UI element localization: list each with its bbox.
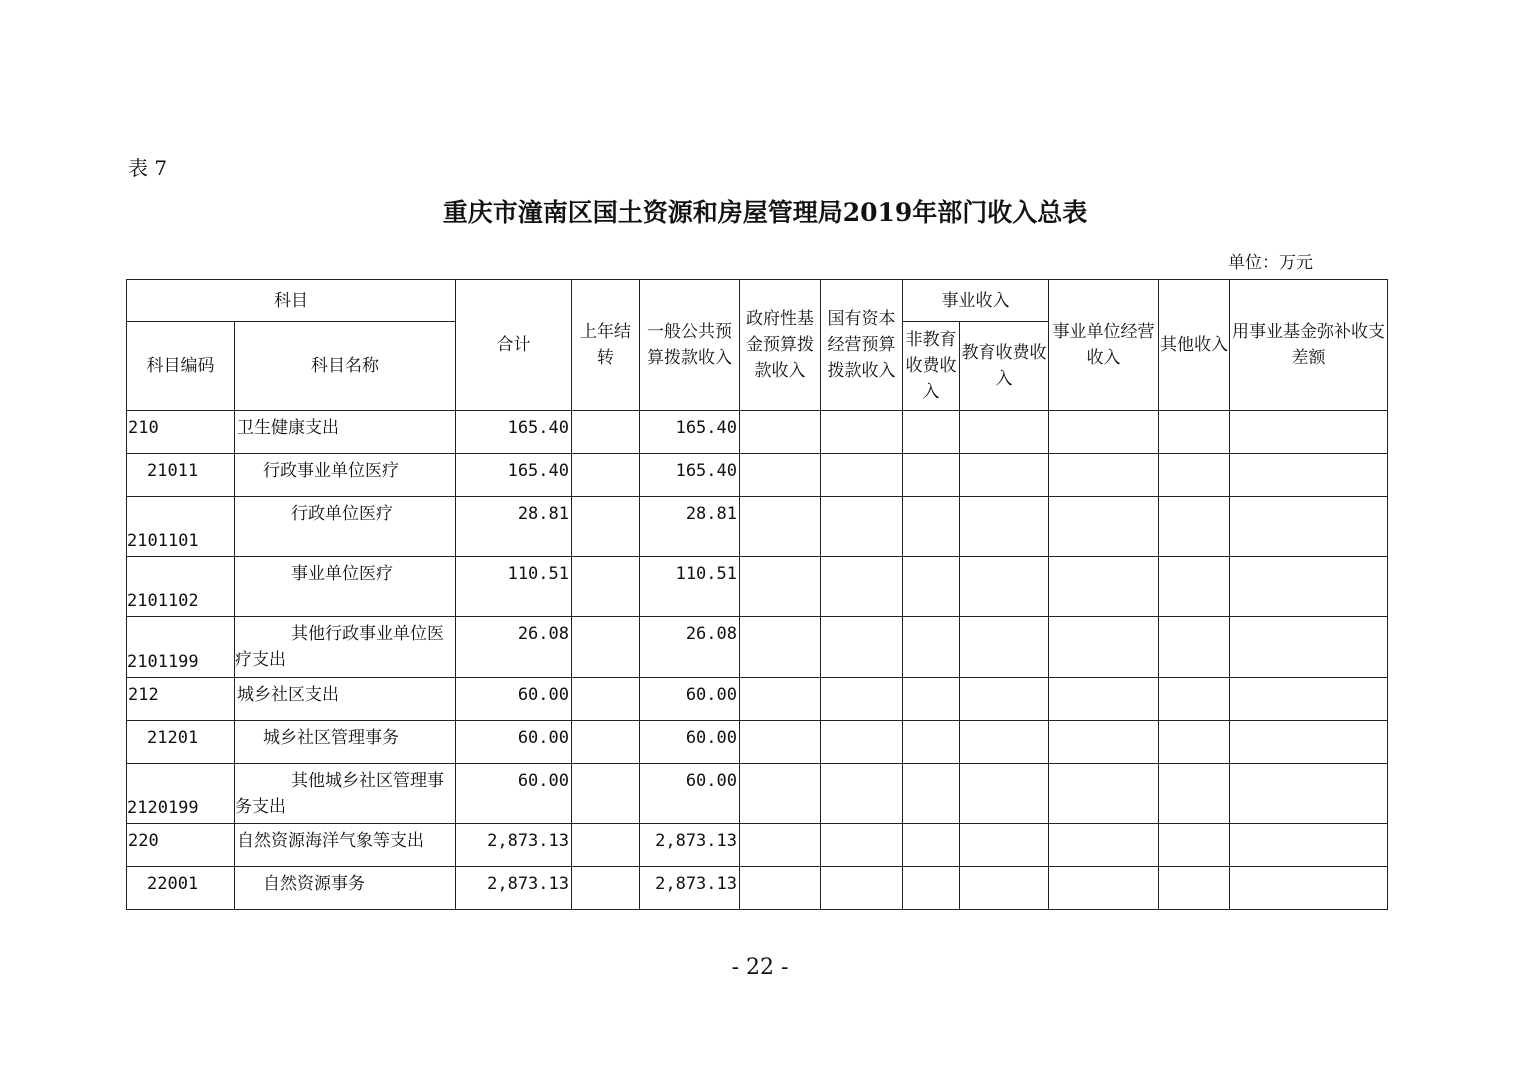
row-total: 60.00 (456, 678, 572, 721)
row-name: 行政单位医疗 (235, 497, 456, 557)
row-general-budget: 165.40 (640, 454, 740, 497)
table-row (127, 867, 1388, 910)
income-summary-table (126, 279, 1388, 910)
row-total: 165.40 (456, 411, 572, 454)
row-name: 其他行政事业单位医疗支出 (235, 617, 456, 678)
row-general-budget: 60.00 (640, 721, 740, 764)
row-name: 自然资源事务 (235, 867, 456, 910)
row-general-budget: 60.00 (640, 764, 740, 824)
row-code: 2101101 (127, 497, 235, 557)
row-general-budget: 28.81 (640, 497, 740, 557)
row-general-budget: 110.51 (640, 557, 740, 617)
row-name: 其他城乡社区管理事务支出 (235, 764, 456, 824)
row-total: 60.00 (456, 764, 572, 824)
table-row (127, 678, 1388, 721)
row-general-budget: 26.08 (640, 617, 740, 678)
header-code: 科目编码 (127, 322, 235, 411)
row-name: 城乡社区管理事务 (235, 721, 456, 764)
table-row (127, 824, 1388, 867)
header-fund-compensation: 用事业基金弥补收支差额 (1230, 280, 1388, 411)
row-code: 210 (127, 411, 235, 454)
row-general-budget: 2,873.13 (640, 824, 740, 867)
table-label: 表 7 (128, 156, 168, 180)
table-row (127, 721, 1388, 764)
table-row (127, 617, 1388, 678)
row-code: 21011 (127, 454, 235, 497)
header-business-income: 事业收入 (903, 280, 1049, 322)
row-name: 城乡社区支出 (235, 678, 456, 721)
row-total: 60.00 (456, 721, 572, 764)
header-subject: 科目 (127, 280, 456, 322)
row-code: 2120199 (127, 764, 235, 824)
row-code: 212 (127, 678, 235, 721)
header-business-operation: 事业单位经营收入 (1049, 280, 1159, 411)
row-code: 220 (127, 824, 235, 867)
table-row (127, 557, 1388, 617)
row-general-budget: 60.00 (640, 678, 740, 721)
row-total: 110.51 (456, 557, 572, 617)
row-name: 事业单位医疗 (235, 557, 456, 617)
header-state-capital: 国有资本经营预算拨款收入 (821, 280, 903, 411)
table-row (127, 764, 1388, 824)
table-row (127, 411, 1388, 454)
row-code: 22001 (127, 867, 235, 910)
row-general-budget: 2,873.13 (640, 867, 740, 910)
page-number: - 22 - (731, 955, 789, 980)
row-total: 28.81 (456, 497, 572, 557)
row-total: 2,873.13 (456, 867, 572, 910)
row-code: 2101102 (127, 557, 235, 617)
row-name: 卫生健康支出 (235, 411, 456, 454)
header-non-edu-fee: 非教育收费收入 (903, 322, 960, 411)
page-title: 重庆市潼南区国土资源和房屋管理局2019年部门收入总表 (442, 198, 1088, 227)
row-total: 2,873.13 (456, 824, 572, 867)
unit-label: 单位：万元 (1228, 253, 1313, 273)
header-general-budget: 一般公共预算拨款收入 (640, 280, 740, 411)
row-name: 行政事业单位医疗 (235, 454, 456, 497)
row-code: 2101199 (127, 617, 235, 678)
row-code: 21201 (127, 721, 235, 764)
row-total: 165.40 (456, 454, 572, 497)
header-name: 科目名称 (235, 322, 456, 411)
row-name: 自然资源海洋气象等支出 (235, 824, 456, 867)
table-row (127, 497, 1388, 557)
row-general-budget: 165.40 (640, 411, 740, 454)
header-gov-fund: 政府性基金预算拨款收入 (740, 280, 821, 411)
header-carryover: 上年结转 (572, 280, 640, 411)
header-edu-fee: 教育收费收入 (960, 322, 1049, 411)
header-other-income: 其他收入 (1159, 280, 1230, 411)
row-total: 26.08 (456, 617, 572, 678)
table-row (127, 454, 1388, 497)
header-total: 合计 (456, 280, 572, 411)
